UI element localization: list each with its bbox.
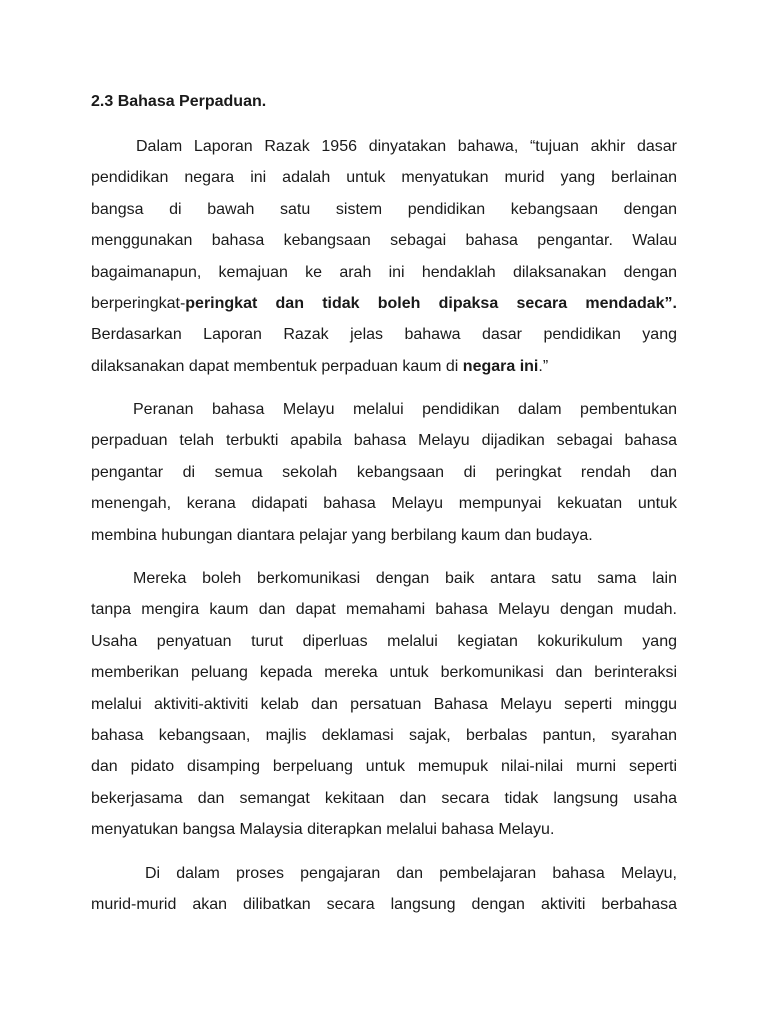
text-line: Mereka boleh berkomunikasi dengan baik antara satu sama lain: [133, 570, 677, 587]
paragraph-peranan-bahasa: [91, 394, 677, 551]
text-line: bahasa kebangsaan, majlis deklamasi sajak, berbalas pantun, syarahan: [91, 726, 677, 744]
bold-text-run: negara ini: [462, 357, 539, 375]
text-line: melalui aktiviti-aktiviti kelab dan persatuan Bahasa Melayu seperti minggu: [91, 695, 677, 713]
section-heading: 2.3 Bahasa Perpaduan.: [91, 93, 267, 110]
text-line: menyatukan bangsa Malaysia diterapkan melalui bahasa Melayu.: [91, 821, 555, 839]
text-line: Di dalam proses pengajaran dan pembelajaran bahasa Melayu,: [145, 865, 677, 882]
paragraph-laporan-razak: [91, 131, 677, 382]
text-line: bagaimanapun, kemajuan ke arah ini hendaklah dilaksanakan dengan: [91, 263, 677, 281]
text-line: pendidikan negara ini adalah untuk menyatukan murid yang berlainan: [91, 169, 677, 187]
text-line: dan pidato disamping berpeluang untuk memupuk nilai-nilai murni seperti: [91, 758, 677, 776]
text-line: menengah, kerana didapati bahasa Melayu mempunyai kekuatan untuk: [91, 495, 677, 513]
text-run: dilaksanakan dapat membentuk perpaduan kaum di: [91, 357, 463, 375]
text-line: Berdasarkan Laporan Razak jelas bahawa dasar pendidikan yang: [91, 326, 677, 344]
text-line: tanpa mengira kaum dan dapat memahami bahasa Melayu dengan mudah.: [91, 601, 677, 619]
text-line: [91, 351, 677, 382]
text-line: bekerjasama dan semangat kekitaan dan secara tidak langsung usaha: [91, 789, 677, 807]
text-line: bangsa di bawah satu sistem pendidikan kebangsaan dengan: [91, 200, 677, 218]
text-line: [91, 288, 677, 319]
text-line: Usaha penyatuan turut diperluas melalui kegiatan kokurikulum yang: [91, 632, 677, 650]
text-line: menggunakan bahasa kebangsaan sebagai bahasa pengantar. Walau: [91, 232, 677, 250]
text-line: pengantar di semua sekolah kebangsaan di peringkat rendah dan: [91, 463, 677, 481]
text-line: Dalam Laporan Razak 1956 dinyatakan bahawa, “tujuan akhir dasar: [136, 138, 677, 155]
bold-text-run: ”.: [664, 294, 677, 312]
text-run: .”: [538, 357, 549, 375]
paragraph-pengajaran: [91, 858, 677, 921]
text-line: murid-murid akan dilibatkan secara langsung dengan aktiviti berbahasa: [91, 896, 677, 914]
text-line: Peranan bahasa Melayu melalui pendidikan dalam pembentukan: [133, 401, 677, 418]
bold-text-run: peringkat dan tidak boleh dipaksa secara mendadak: [185, 294, 665, 312]
text-run: berperingkat-: [91, 294, 186, 312]
paragraph-komunikasi: [91, 563, 677, 846]
text-line: memberikan peluang kepada mereka untuk berkomunikasi dan berinteraksi: [91, 664, 677, 682]
text-line: membina hubungan diantara pelajar yang berbilang kaum dan budaya.: [91, 526, 593, 544]
text-line: perpaduan telah terbukti apabila bahasa Melayu dijadikan sebagai bahasa: [91, 432, 677, 450]
